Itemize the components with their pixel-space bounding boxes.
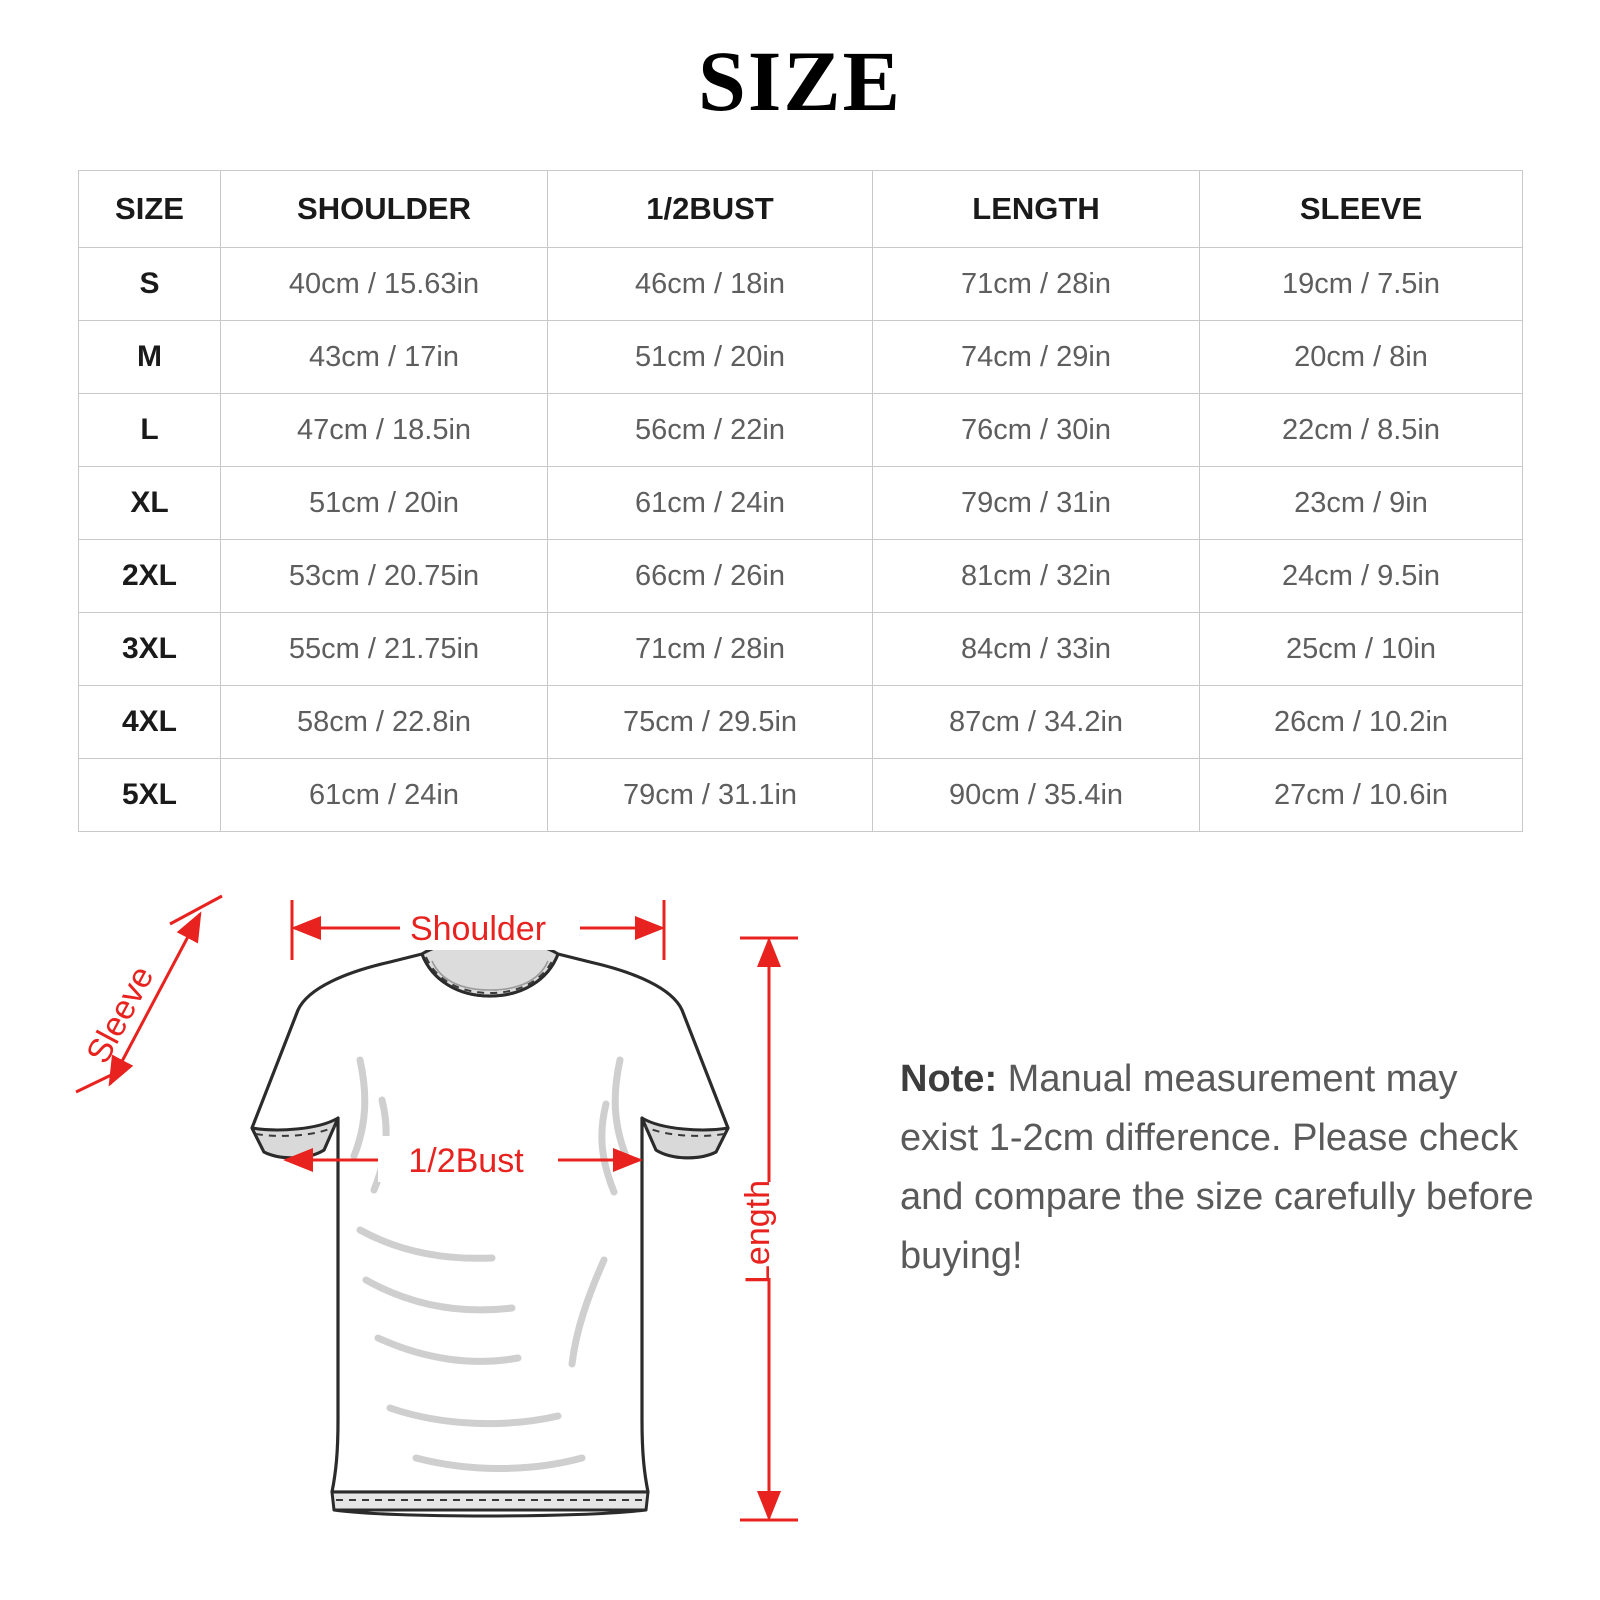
table-row <box>79 759 1523 832</box>
table-row <box>79 613 1523 686</box>
table-row <box>79 248 1523 321</box>
cell-length: 74cm / 29in <box>873 321 1200 394</box>
cell-length: 90cm / 35.4in <box>873 759 1200 832</box>
cell-shoulder: 55cm / 21.75in <box>221 613 548 686</box>
cell-length: 84cm / 33in <box>873 613 1200 686</box>
note-label: Note: <box>900 1058 998 1100</box>
size-chart-table <box>78 170 1523 832</box>
size-chart-table-wrap <box>78 170 1522 832</box>
cell-bust: 66cm / 26in <box>548 540 873 613</box>
length-label: Length <box>739 1180 777 1284</box>
cell-sleeve: 24cm / 9.5in <box>1200 540 1523 613</box>
cell-size: L <box>79 394 221 467</box>
cell-length: 87cm / 34.2in <box>873 686 1200 759</box>
cell-length: 71cm / 28in <box>873 248 1200 321</box>
cell-shoulder: 47cm / 18.5in <box>221 394 548 467</box>
table-row <box>79 540 1523 613</box>
note-body: Manual measurement may exist 1-2cm difference. Please check and compare the size carefully before buying! <box>900 1058 1534 1277</box>
bust-label: 1/2Bust <box>408 1142 524 1180</box>
cell-shoulder: 40cm / 15.63in <box>221 248 548 321</box>
cell-size: 2XL <box>79 540 221 613</box>
cell-size: M <box>79 321 221 394</box>
cell-sleeve: 22cm / 8.5in <box>1200 394 1523 467</box>
cell-size: S <box>79 248 221 321</box>
cell-sleeve: 25cm / 10in <box>1200 613 1523 686</box>
cell-shoulder: 43cm / 17in <box>221 321 548 394</box>
column-header-shoulder: SHOULDER <box>221 171 548 248</box>
table-header-row <box>79 171 1523 248</box>
cell-size: 3XL <box>79 613 221 686</box>
tshirt-illustration <box>252 940 728 1516</box>
note-text <box>900 1050 1540 1286</box>
column-header-length: LENGTH <box>873 171 1200 248</box>
cell-bust: 75cm / 29.5in <box>548 686 873 759</box>
cell-shoulder: 51cm / 20in <box>221 467 548 540</box>
length-measure-annotation <box>722 938 818 1520</box>
table-row <box>79 686 1523 759</box>
cell-shoulder: 53cm / 20.75in <box>221 540 548 613</box>
table-row <box>79 394 1523 467</box>
column-header-size: SIZE <box>79 171 221 248</box>
cell-sleeve: 27cm / 10.6in <box>1200 759 1523 832</box>
cell-length: 81cm / 32in <box>873 540 1200 613</box>
table-row <box>79 321 1523 394</box>
cell-bust: 56cm / 22in <box>548 394 873 467</box>
sleeve-label: Sleeve <box>79 960 162 1070</box>
sleeve-measure-annotation <box>76 896 222 1092</box>
cell-sleeve: 19cm / 7.5in <box>1200 248 1523 321</box>
cell-bust: 61cm / 24in <box>548 467 873 540</box>
cell-sleeve: 26cm / 10.2in <box>1200 686 1523 759</box>
cell-bust: 71cm / 28in <box>548 613 873 686</box>
cell-length: 76cm / 30in <box>873 394 1200 467</box>
cell-shoulder: 61cm / 24in <box>221 759 548 832</box>
cell-sleeve: 20cm / 8in <box>1200 321 1523 394</box>
cell-size: XL <box>79 467 221 540</box>
tshirt-measurement-diagram <box>60 860 890 1580</box>
cell-size: 5XL <box>79 759 221 832</box>
cell-length: 79cm / 31in <box>873 467 1200 540</box>
page-title: SIZE <box>697 33 903 129</box>
shoulder-label: Shoulder <box>409 910 547 948</box>
cell-bust: 51cm / 20in <box>548 321 873 394</box>
cell-bust: 79cm / 31.1in <box>548 759 873 832</box>
cell-sleeve: 23cm / 9in <box>1200 467 1523 540</box>
column-header-bust: 1/2BUST <box>548 171 873 248</box>
table-row <box>79 467 1523 540</box>
measurement-section <box>0 860 1600 1600</box>
cell-bust: 46cm / 18in <box>548 248 873 321</box>
cell-shoulder: 58cm / 22.8in <box>221 686 548 759</box>
cell-size: 4XL <box>79 686 221 759</box>
column-header-sleeve: SLEEVE <box>1200 171 1523 248</box>
